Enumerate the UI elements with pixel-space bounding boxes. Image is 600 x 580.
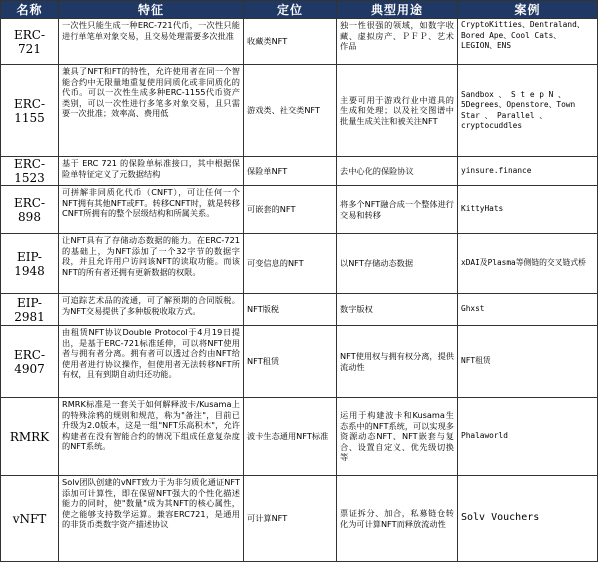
standard-name: ERC-4907 [1, 326, 59, 398]
standard-use: 独一性很强的领域，如数字收藏、虚拟房产、ＰＦＰ、艺术作品 [337, 19, 458, 65]
standard-case: NFT租赁 [458, 326, 598, 398]
standard-case: xDAI及Plasma等侧链的交叉链式桥 [458, 234, 598, 294]
standard-position: NFT版税 [244, 294, 337, 326]
standard-feature: 兼具了NFT和FT的特性，允许使用者在同一个智能合约中无限量地重复使用同质化或非同质化的代币。可以一次性生成多种ERC-1155代币资产类别，可以一次性进行多笔多对象交易，且只需要一次批准；效率高、费用低 [59, 65, 244, 157]
standard-position: 波卡生态通用NFT标准 [244, 398, 337, 476]
standard-case: KittyHats [458, 186, 598, 234]
standard-case: Sandbox 、 S t e p N 、 5Degrees、Openstore、Town Star 、 Parallel 、 cryptocuddles [458, 65, 598, 157]
standard-use: 主要可用于游戏行业中道具的生成和处理；以及社交图谱中批量生成关注和被关注NFT [337, 65, 458, 157]
table-row [1, 19, 598, 65]
standard-feature: 基于 ERC 721 的保险单标准接口，其中根据保险单特征定义了元数据结构 [59, 157, 244, 186]
standard-name: vNFT [1, 476, 59, 562]
standard-name: EIP-1948 [1, 234, 59, 294]
standard-position: 可嵌套的NFT [244, 186, 337, 234]
table-row [1, 294, 598, 326]
standard-position: 可变信息的NFT [244, 234, 337, 294]
standard-use: 运用于构建波卡和Kusama生态系中的NFT系统，可以实现多资源动态NFT、NFT嵌套与复合、设置自定义、优先级切换等 [337, 398, 458, 476]
table-row [1, 157, 598, 186]
standard-feature: 可追踪艺术品的流通，可了解预期的合同版税。为NFT交易提供了多种版税收取方式。 [59, 294, 244, 326]
standard-case: yinsure.finance [458, 157, 598, 186]
standard-name: ERC-898 [1, 186, 59, 234]
standard-name: ERC-1523 [1, 157, 59, 186]
standard-position: 游戏类、社交类NFT [244, 65, 337, 157]
standard-use: 票证拆分、加合，私募链仓转化为可计算NFT而释放流动性 [337, 476, 458, 562]
table-row [1, 186, 598, 234]
standard-position: 保险单NFT [244, 157, 337, 186]
header-case: 案例 [458, 1, 598, 19]
header-use: 典型用途 [337, 1, 458, 19]
header-position: 定位 [244, 1, 337, 19]
standard-use: NFT使用权与拥有权分离，提供流动性 [337, 326, 458, 398]
table-row [1, 326, 598, 398]
standard-use: 数字版权 [337, 294, 458, 326]
standard-feature: 由租赁NFT协议Double Protocol于4月19日提出，是基于ERC-721标准延伸，可以将NFT使用者与拥有者分离。拥有者可以透过合约由NFT给使用者进行协议操作，但使用者无法转移NFT所有权，且有到期自动归还功能。 [59, 326, 244, 398]
standard-case: CryptoKitties、Dentraland、Bored Ape、Cool Cats、LEGION、ENS [458, 19, 598, 65]
table-row [1, 65, 598, 157]
standard-position: NFT租赁 [244, 326, 337, 398]
standard-feature: 一次性只能生成一种ERC-721代币，一次性只能进行单笔单对象交易，且交易处理需要多次批准 [59, 19, 244, 65]
standard-feature: RMRK标准是一套关于如何解释波卡/Kusama上的特殊涂鸦的规则和规范，称为"备注"，目前已升级为2.0版本，这是一组"NFT乐高积木"，允许构建者在没有智能合约的情况下组成任意复杂度的NFT系统。 [59, 398, 244, 476]
standard-use: 去中心化的保险协议 [337, 157, 458, 186]
standard-feature: 可拼解非同质化代币（CNFT），可让任何一个NFT拥有其他NFT或FT。转移CNFT时，就是转移CNFT所拥有的整个层级结构和所属关系。 [59, 186, 244, 234]
table-row [1, 398, 598, 476]
standard-feature: 让NFT具有了存储动态数据的能力。在ERC-721的基础上，为NFT添加了一个32字节的数据字段，并且允许用户访问该NFT的读取功能。而该NFT的所有者还拥有更新数据的权限。 [59, 234, 244, 294]
standard-name: EIP-2981 [1, 294, 59, 326]
standard-case: Phalaworld [458, 398, 598, 476]
standard-name: ERC-721 [1, 19, 59, 65]
header-row [1, 1, 598, 19]
table-row [1, 476, 598, 562]
standard-name: ERC-1155 [1, 65, 59, 157]
standard-feature: Solv团队创建的vNFT致力于为非匀质化通证NFT添加可计算性，即在保留NFT强大的个性化描述能力的同时，使"数量"成为其NFT的核心属性，使之能够支持数学运算。兼容ERC721，是通用的非货币类数字资产描述协议 [59, 476, 244, 562]
standard-name: RMRK [1, 398, 59, 476]
standard-case: Ghxst [458, 294, 598, 326]
table-row [1, 234, 598, 294]
header-name: 名称 [1, 1, 59, 19]
standard-position: 可计算NFT [244, 476, 337, 562]
standard-use: 将多个NFT融合成一个整体进行交易和转移 [337, 186, 458, 234]
header-feature: 特征 [59, 1, 244, 19]
standard-position: 收藏类NFT [244, 19, 337, 65]
standard-case: Solv Vouchers [458, 476, 598, 562]
standard-use: 以NFT存储动态数据 [337, 234, 458, 294]
